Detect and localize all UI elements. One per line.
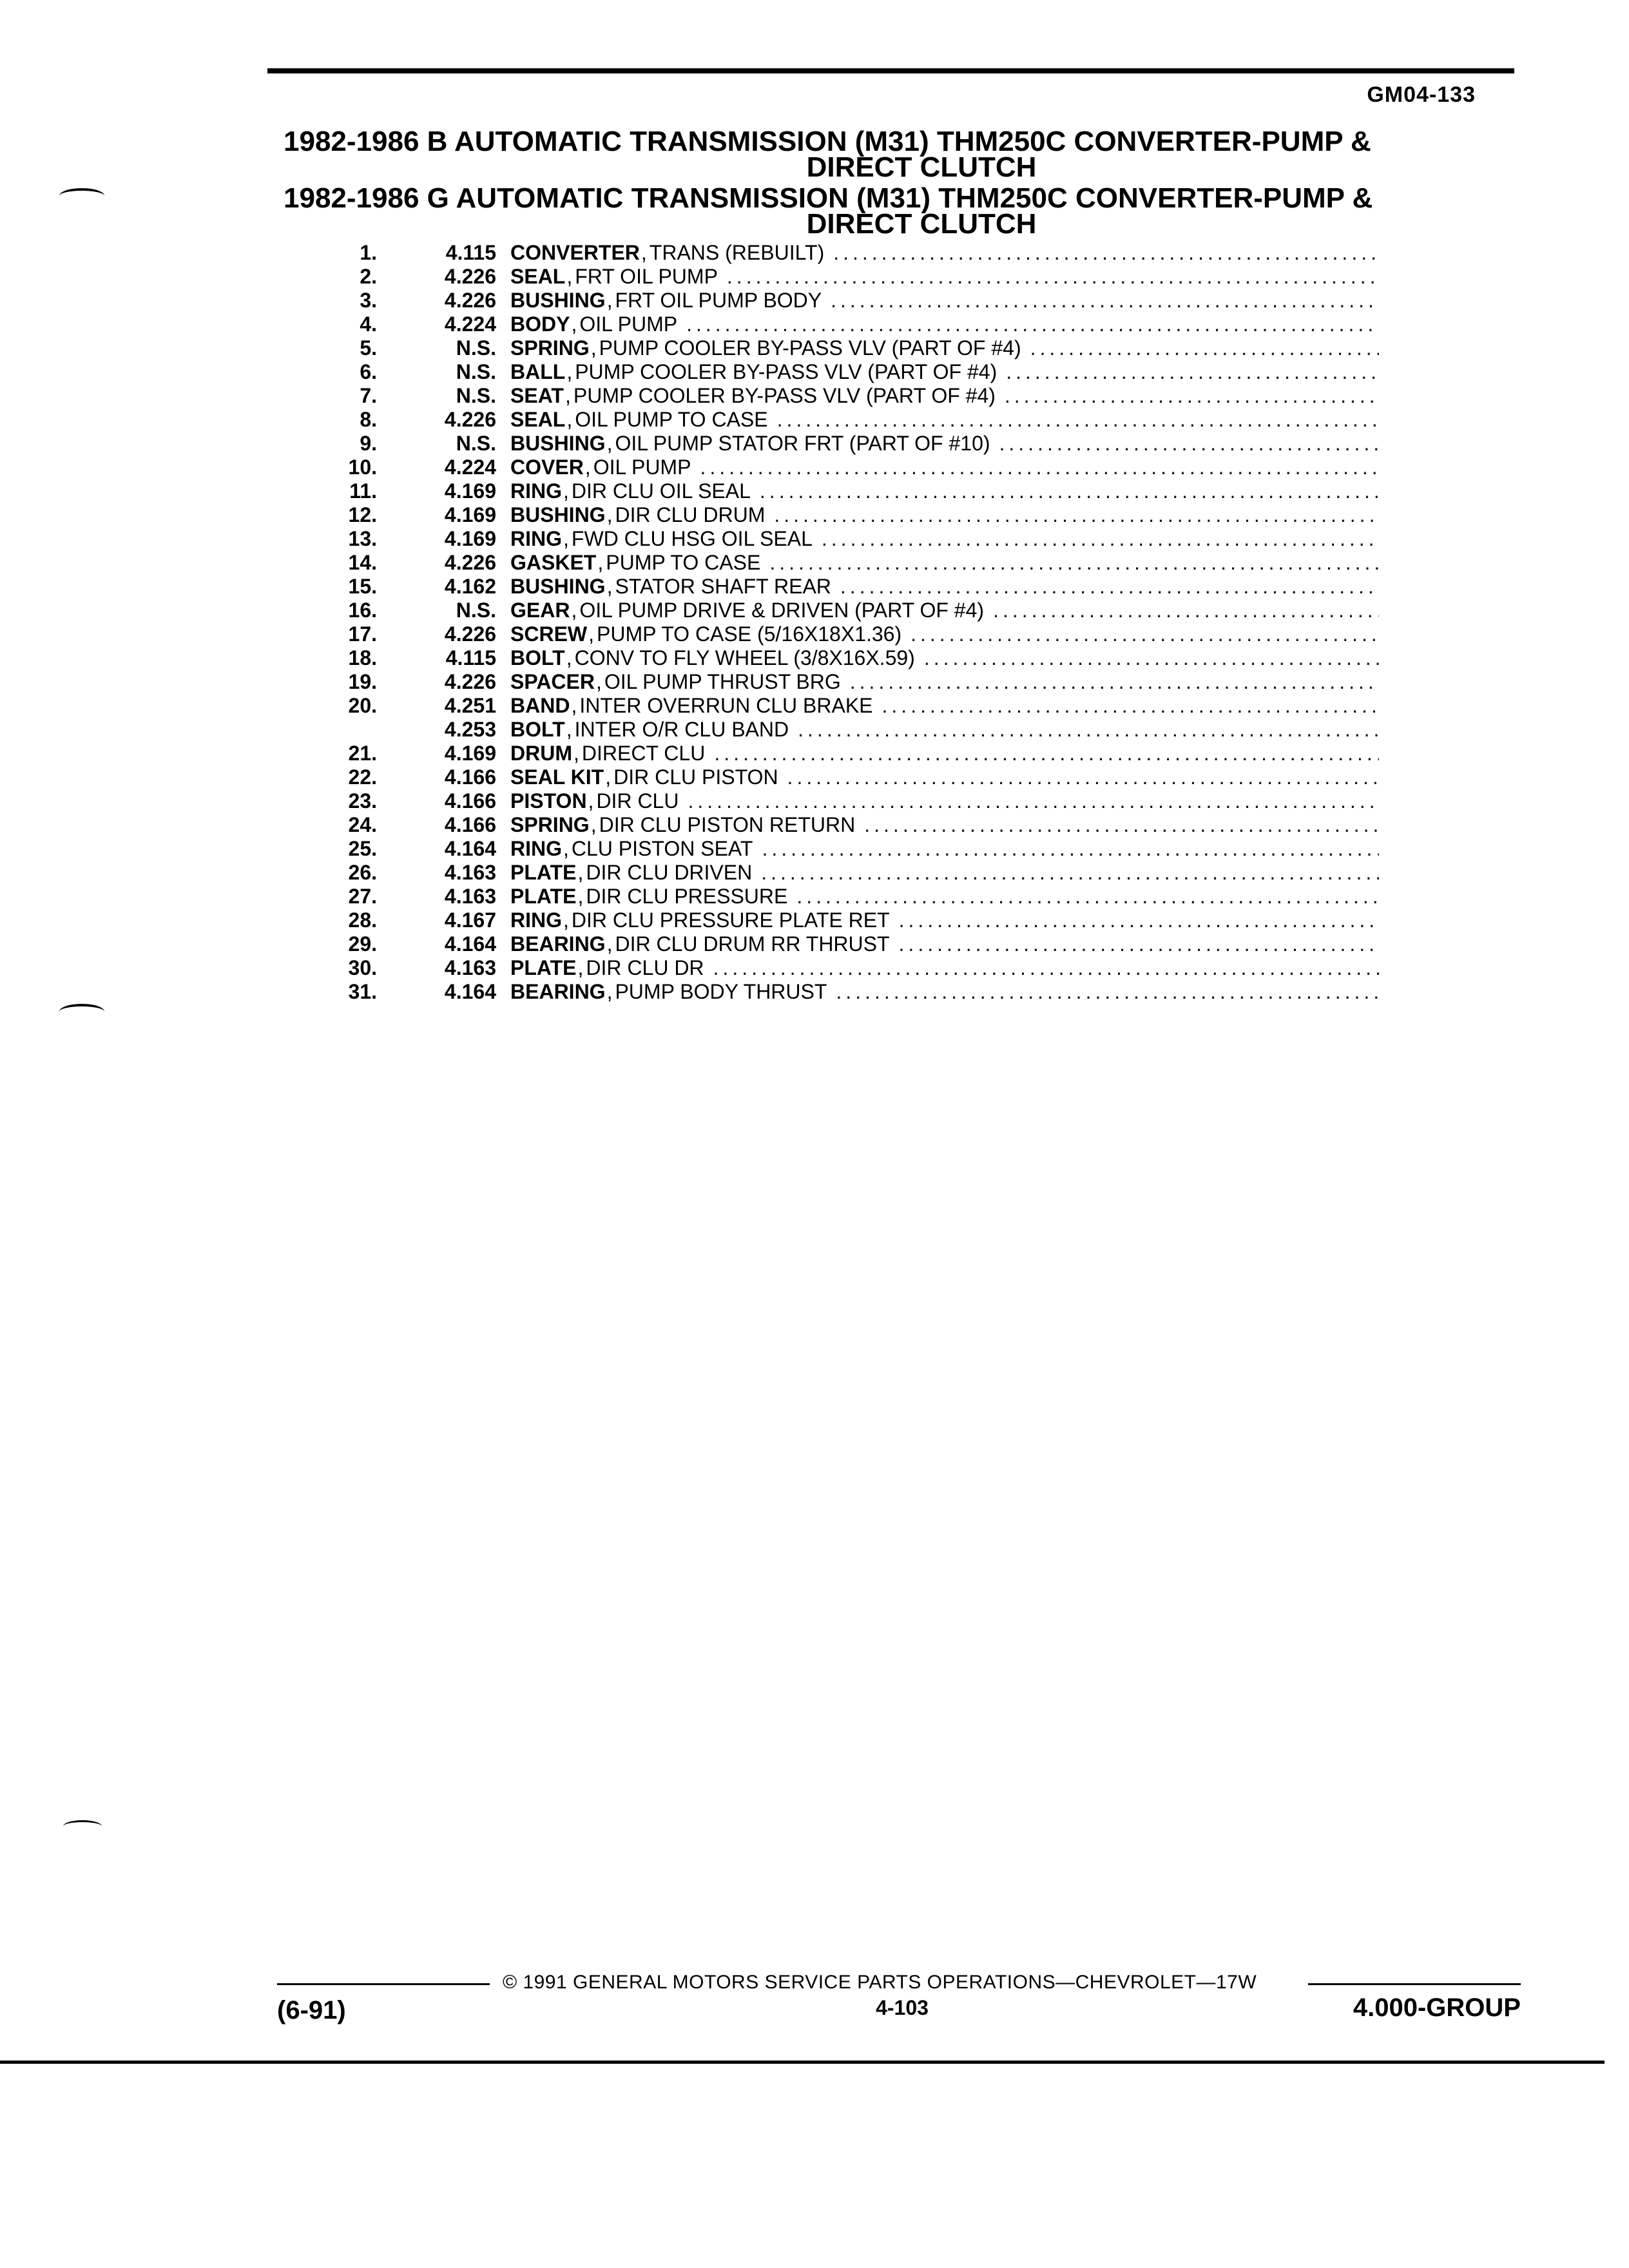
part-row	[322, 336, 1379, 360]
part-row	[322, 694, 1379, 718]
part-number: 15.	[348, 575, 377, 598]
part-group-number: 4.169	[444, 479, 496, 503]
dot-leader	[999, 432, 1379, 456]
part-row	[322, 718, 1379, 742]
part-separator: ,	[606, 432, 613, 455]
title-g-line2: DIRECT CLUTCH	[806, 208, 1037, 240]
part-number: 3.	[360, 289, 377, 312]
dot-leader	[796, 885, 1379, 908]
part-group-number: 4.224	[444, 312, 496, 336]
dot-leader	[700, 456, 1379, 479]
part-name: SEAT	[510, 384, 564, 407]
part-row	[322, 265, 1379, 289]
part-group-number: 4.164	[444, 980, 496, 1003]
part-separator: ,	[590, 813, 597, 836]
part-description	[510, 241, 1379, 265]
footer-date: (6-91)	[277, 1996, 346, 2024]
part-name: CONVERTER	[510, 241, 640, 264]
part-separator: ,	[577, 956, 584, 979]
part-name: COVER	[510, 456, 584, 479]
part-number: 9.	[360, 432, 377, 455]
part-number: 25.	[348, 837, 377, 860]
part-number: 14.	[348, 551, 377, 574]
part-number: 1.	[360, 241, 377, 264]
part-detail: FWD CLU HSG OIL SEAL	[571, 527, 813, 550]
part-group-number: N.S.	[456, 336, 496, 360]
part-group-number: 4.226	[444, 670, 496, 693]
part-detail: DIR CLU PRESSURE PLATE RET	[571, 908, 890, 932]
part-detail: FRT OIL PUMP	[575, 265, 718, 288]
binder-hole-mark-middle	[59, 1004, 104, 1019]
part-number: 4.	[360, 312, 377, 336]
part-detail: OIL PUMP TO CASE	[575, 408, 768, 431]
part-row	[322, 575, 1379, 599]
part-description	[510, 432, 1379, 456]
part-detail: OIL PUMP THRUST BRG	[604, 670, 841, 693]
part-group-number: 4.167	[444, 908, 496, 932]
dot-leader	[774, 503, 1379, 527]
part-detail: DIR CLU OIL SEAL	[571, 479, 751, 503]
part-group-number: 4.166	[444, 765, 496, 789]
part-row	[322, 670, 1379, 694]
part-separator: ,	[566, 718, 572, 741]
dot-leader	[833, 241, 1379, 265]
part-detail: DIRECT CLU	[581, 742, 706, 765]
part-name: BOLT	[510, 646, 565, 669]
part-group-number: 4.163	[444, 885, 496, 908]
part-name: RING	[510, 527, 562, 550]
part-description	[510, 408, 1379, 432]
part-row	[322, 837, 1379, 861]
part-description	[510, 718, 1379, 742]
part-group-number: 4.226	[444, 551, 496, 574]
part-name: SEAL	[510, 408, 566, 431]
part-separator: ,	[573, 742, 579, 765]
part-number: 13.	[348, 527, 377, 550]
part-group-number: 4.226	[444, 408, 496, 431]
part-number: 28.	[348, 908, 377, 932]
part-description	[510, 670, 1379, 694]
footer-page-number: 4-103	[876, 1996, 929, 2019]
part-name: PLATE	[510, 885, 577, 908]
part-description	[510, 312, 1379, 336]
part-detail: DIR CLU PISTON RETURN	[599, 813, 856, 836]
part-separator: ,	[606, 575, 613, 598]
part-number: 8.	[360, 408, 377, 431]
part-name: BAND	[510, 694, 570, 717]
title-g-line1: 1982-1986 G AUTOMATIC TRANSMISSION (M31) THM250C CONVERTER-PUMP &	[284, 182, 1373, 214]
part-group-number: 4.164	[444, 932, 496, 956]
part-number: 29.	[348, 932, 377, 956]
part-name: PLATE	[510, 861, 577, 884]
part-name: SPACER	[510, 670, 595, 693]
part-number: 22.	[348, 765, 377, 789]
dot-leader	[769, 551, 1379, 575]
title-b-line1: 1982-1986 B AUTOMATIC TRANSMISSION (M31) THM250C CONVERTER-PUMP &	[284, 126, 1371, 157]
part-description	[510, 289, 1379, 312]
dot-leader	[714, 742, 1379, 765]
footer-rule-left	[277, 1983, 490, 1985]
dot-leader	[760, 479, 1379, 503]
part-row	[322, 551, 1379, 575]
part-description	[510, 336, 1379, 360]
dot-leader	[993, 599, 1379, 622]
part-name: DRUM	[510, 742, 572, 765]
part-separator: ,	[584, 456, 591, 479]
part-group-number: N.S.	[456, 599, 496, 622]
part-description	[510, 789, 1379, 813]
part-separator: ,	[588, 622, 594, 646]
dot-leader	[882, 694, 1379, 718]
part-detail: DIR CLU DRIVEN	[586, 861, 753, 884]
part-separator: ,	[564, 384, 571, 407]
part-row	[322, 241, 1379, 265]
part-detail: DIR CLU DRUM	[615, 503, 766, 526]
part-row	[322, 885, 1379, 908]
bottom-rule	[0, 2061, 1605, 2064]
part-name: SPRING	[510, 813, 590, 836]
part-separator: ,	[566, 408, 573, 431]
part-name: SEAL KIT	[510, 765, 604, 789]
part-separator: ,	[590, 336, 597, 360]
dot-leader	[850, 670, 1379, 694]
part-separator: ,	[606, 289, 613, 312]
part-description	[510, 384, 1379, 408]
part-number: 7.	[360, 384, 377, 407]
part-row	[322, 384, 1379, 408]
part-description	[510, 980, 1379, 1004]
dot-leader	[713, 956, 1379, 980]
dot-leader	[840, 575, 1379, 599]
part-group-number: N.S.	[456, 384, 496, 407]
part-row	[322, 789, 1379, 813]
part-row	[322, 932, 1379, 956]
part-group-number: 4.163	[444, 956, 496, 979]
dot-leader	[1006, 360, 1379, 384]
part-separator: ,	[577, 885, 584, 908]
part-detail: DIR CLU DRUM RR THRUST	[615, 932, 890, 956]
dot-leader	[1030, 336, 1379, 360]
part-row	[322, 765, 1379, 789]
part-description	[510, 360, 1379, 384]
part-group-number: 4.115	[445, 241, 496, 264]
part-separator: ,	[566, 646, 572, 669]
part-number: 11.	[349, 479, 377, 503]
part-group-number: 4.253	[444, 718, 496, 741]
binder-hole-mark-bottom	[63, 1820, 102, 1832]
part-row	[322, 479, 1379, 503]
part-description	[510, 813, 1379, 837]
part-name: SPRING	[510, 336, 590, 360]
part-group-number: 4.251	[444, 694, 496, 717]
part-group-number: 4.169	[444, 503, 496, 526]
part-number: 10.	[348, 456, 377, 479]
dot-leader	[831, 289, 1379, 312]
dot-leader	[924, 646, 1379, 670]
part-description	[510, 742, 1379, 765]
part-detail: PUMP COOLER BY-PASS VLV (PART OF #4)	[575, 360, 998, 383]
part-detail: OIL PUMP	[579, 312, 678, 336]
part-row	[322, 956, 1379, 980]
part-name: PLATE	[510, 956, 577, 979]
part-description	[510, 765, 1379, 789]
part-detail: OIL PUMP	[593, 456, 691, 479]
part-name: BUSHING	[510, 432, 606, 455]
part-separator: ,	[606, 503, 613, 526]
part-description	[510, 551, 1379, 575]
part-name: RING	[510, 837, 562, 860]
part-detail: OIL PUMP DRIVE & DRIVEN (PART OF #4)	[579, 599, 985, 622]
part-row	[322, 527, 1379, 551]
part-description	[510, 932, 1379, 956]
part-description	[510, 527, 1379, 551]
footer-group: 4.000-GROUP	[1353, 1994, 1521, 2022]
part-row	[322, 360, 1379, 384]
part-separator: ,	[595, 670, 602, 693]
part-row	[322, 742, 1379, 765]
dot-leader	[822, 527, 1379, 551]
part-detail: PUMP BODY THRUST	[615, 980, 827, 1003]
part-detail: STATOR SHAFT REAR	[615, 575, 831, 598]
dot-leader	[688, 789, 1379, 813]
part-detail: TRANS (REBUILT)	[649, 241, 825, 264]
part-separator: ,	[606, 932, 613, 956]
part-group-number: 4.164	[444, 837, 496, 860]
part-separator: ,	[571, 312, 577, 336]
part-group-number: N.S.	[456, 360, 496, 383]
part-group-number: 4.226	[444, 289, 496, 312]
dot-leader	[911, 622, 1379, 646]
part-detail: DIR CLU DR	[586, 956, 704, 979]
dot-leader	[864, 813, 1379, 837]
part-number: 16.	[348, 599, 377, 622]
part-detail: PUMP TO CASE (5/16X18X1.36)	[597, 622, 902, 646]
part-group-number: 4.226	[444, 622, 496, 646]
part-detail: INTER OVERRUN CLU BRAKE	[579, 694, 873, 717]
part-number: 31.	[348, 980, 377, 1003]
part-detail: DIR CLU PISTON	[613, 765, 778, 789]
part-name: BUSHING	[510, 575, 606, 598]
binder-hole-mark-top	[59, 188, 104, 204]
part-number: 23.	[348, 789, 377, 812]
part-number: 24.	[348, 813, 377, 836]
part-group-number: 4.224	[444, 456, 496, 479]
part-separator: ,	[566, 360, 573, 383]
dot-leader	[836, 980, 1379, 1004]
part-separator: ,	[606, 980, 613, 1003]
dot-leader	[686, 312, 1379, 336]
part-group-number: 4.162	[444, 575, 496, 598]
footer-copyright: © 1991 GENERAL MOTORS SERVICE PARTS OPERATIONS—CHEVROLET—17W	[503, 1972, 1257, 1993]
part-number: 26.	[348, 861, 377, 884]
part-number: 6.	[360, 360, 377, 383]
dot-leader	[727, 265, 1379, 289]
part-separator: ,	[563, 908, 569, 932]
page-code: GM04-133	[1367, 82, 1476, 107]
part-number: 17.	[348, 622, 377, 646]
part-detail: FRT OIL PUMP BODY	[615, 289, 822, 312]
part-group-number: 4.166	[444, 789, 496, 812]
part-separator: ,	[641, 241, 647, 264]
part-detail: CLU PISTON SEAT	[571, 837, 753, 860]
part-row	[322, 503, 1379, 527]
part-description	[510, 479, 1379, 503]
dot-leader	[899, 908, 1379, 932]
part-group-number: 4.115	[445, 646, 496, 669]
part-separator: ,	[597, 551, 604, 574]
parts-list	[322, 241, 1379, 1004]
part-group-number: 4.166	[444, 813, 496, 836]
part-group-number: N.S.	[456, 432, 496, 455]
part-name: SCREW	[510, 622, 588, 646]
part-row	[322, 599, 1379, 622]
part-separator: ,	[563, 837, 569, 860]
part-separator: ,	[566, 265, 573, 288]
part-separator: ,	[588, 789, 594, 812]
part-description	[510, 599, 1379, 622]
title-block	[284, 126, 1508, 240]
part-row	[322, 861, 1379, 885]
part-detail: PUMP COOLER BY-PASS VLV (PART OF #4)	[573, 384, 996, 407]
dot-leader	[899, 932, 1379, 956]
part-row	[322, 289, 1379, 312]
part-row	[322, 408, 1379, 432]
part-number: 18.	[348, 646, 377, 669]
part-description	[510, 885, 1379, 908]
part-name: PISTON	[510, 789, 587, 812]
part-detail: INTER O/R CLU BAND	[574, 718, 789, 741]
title-b-line2: DIRECT CLUTCH	[806, 151, 1037, 183]
part-name: RING	[510, 908, 562, 932]
part-number: 12.	[348, 503, 377, 526]
part-number: 2.	[360, 265, 377, 288]
part-name: SEAL	[510, 265, 566, 288]
part-name: BEARING	[510, 980, 606, 1003]
part-name: GASKET	[510, 551, 597, 574]
dot-leader	[798, 718, 1379, 742]
dot-leader	[1005, 384, 1379, 408]
part-name: BALL	[510, 360, 566, 383]
part-detail: PUMP COOLER BY-PASS VLV (PART OF #4)	[599, 336, 1021, 360]
part-row	[322, 813, 1379, 837]
part-separator: ,	[605, 765, 612, 789]
part-name: GEAR	[510, 599, 570, 622]
part-description	[510, 503, 1379, 527]
part-description	[510, 837, 1379, 861]
part-number: 27.	[348, 885, 377, 908]
part-name: BODY	[510, 312, 570, 336]
part-name: RING	[510, 479, 562, 503]
part-description	[510, 265, 1379, 289]
part-number: 20.	[348, 694, 377, 717]
top-rule	[267, 68, 1514, 73]
part-detail: CONV TO FLY WHEEL (3/8X16X.59)	[574, 646, 915, 669]
part-detail: DIR CLU PRESSURE	[586, 885, 788, 908]
part-name: BEARING	[510, 932, 606, 956]
dot-leader	[777, 408, 1379, 432]
part-description	[510, 861, 1379, 885]
part-row	[322, 456, 1379, 479]
part-number: 30.	[348, 956, 377, 979]
part-detail: PUMP TO CASE	[606, 551, 761, 574]
part-separator: ,	[577, 861, 584, 884]
part-group-number: 4.169	[444, 527, 496, 550]
part-row	[322, 622, 1379, 646]
part-separator: ,	[563, 527, 569, 550]
dot-leader	[787, 765, 1379, 789]
part-number: 19.	[348, 670, 377, 693]
part-row	[322, 646, 1379, 670]
part-group-number: 4.226	[444, 265, 496, 288]
part-number: 21.	[348, 742, 377, 765]
part-group-number: 4.163	[444, 861, 496, 884]
part-group-number: 4.169	[444, 742, 496, 765]
part-name: BUSHING	[510, 289, 606, 312]
part-separator: ,	[571, 599, 577, 622]
part-name: BOLT	[510, 718, 565, 741]
dot-leader	[761, 861, 1379, 885]
part-name: BUSHING	[510, 503, 606, 526]
footer-rule-right	[1308, 1983, 1521, 1985]
part-separator: ,	[563, 479, 569, 503]
part-description	[510, 456, 1379, 479]
part-row	[322, 980, 1379, 1004]
part-description	[510, 622, 1379, 646]
dot-leader	[762, 837, 1379, 861]
part-row	[322, 432, 1379, 456]
part-description	[510, 575, 1379, 599]
part-description	[510, 908, 1379, 932]
part-row	[322, 312, 1379, 336]
part-row	[322, 908, 1379, 932]
part-detail: DIR CLU	[596, 789, 679, 812]
part-description	[510, 646, 1379, 670]
part-number: 5.	[360, 336, 377, 360]
part-description	[510, 956, 1379, 980]
part-description	[510, 694, 1379, 718]
part-detail: OIL PUMP STATOR FRT (PART OF #10)	[615, 432, 990, 455]
part-separator: ,	[571, 694, 577, 717]
